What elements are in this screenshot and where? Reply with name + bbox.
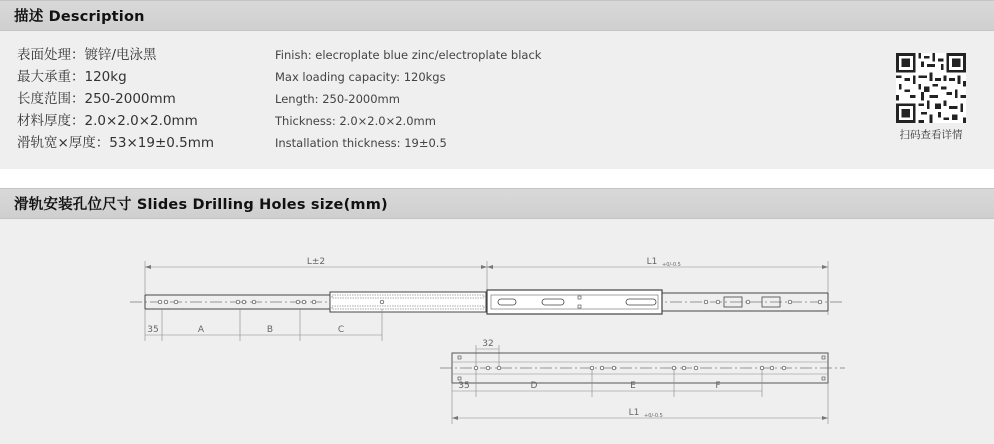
label-F: F xyxy=(715,381,721,391)
label-32: 32 xyxy=(482,339,494,349)
description-title: 描述 Description xyxy=(14,9,145,25)
qr-code-icon[interactable] xyxy=(896,53,966,123)
qr-caption: 扫码查看详情 xyxy=(899,129,963,141)
section-gap xyxy=(0,169,994,188)
label-C: C xyxy=(337,325,345,335)
label-D: D xyxy=(530,381,538,391)
spec-en-length: Length: 250-2000mm xyxy=(275,92,400,106)
spec-cn-length: 长度范围：250-2000mm xyxy=(17,91,176,107)
spec-cn-thickness: 材料厚度：2.0×2.0×2.0mm xyxy=(17,113,198,129)
top-slide-drawing xyxy=(130,257,845,341)
label-A: A xyxy=(197,325,205,335)
spec-en-capacity: Max loading capacity: 120kgs xyxy=(275,70,446,84)
label-L: L±2 xyxy=(306,257,326,267)
specs-chinese xyxy=(17,44,214,154)
drilling-header xyxy=(0,188,994,219)
label-L1-top-tol: +0/-0.5 xyxy=(662,262,681,268)
label-L1-top: L1 xyxy=(646,257,658,267)
label-L1-bottom: L1 xyxy=(628,408,640,418)
description-panel xyxy=(0,31,994,169)
drilling-title: 滑轨安装孔位尺寸 Slides Drilling Holes size(mm) xyxy=(14,197,388,213)
qr-block[interactable] xyxy=(888,53,974,142)
specs-english xyxy=(275,44,541,154)
spec-en-finish: Finish: elecroplate blue zinc/electroplate black xyxy=(275,48,542,62)
spec-en-installation: Installation thickness: 19±0.5 xyxy=(275,136,447,150)
description-header xyxy=(0,0,994,31)
label-B: B xyxy=(266,325,274,335)
slide-technical-drawing xyxy=(0,219,994,444)
drilling-drawing-panel xyxy=(0,219,994,444)
label-L1-bottom-tol: +0/-0.5 xyxy=(644,413,663,419)
label-35-top: 35 xyxy=(147,325,159,335)
spec-cn-installation: 滑轨宽×厚度：53×19±0.5mm xyxy=(17,135,215,151)
bottom-rail-drawing xyxy=(440,339,845,424)
spec-cn-finish: 表面处理：镀锌/电泳黑 xyxy=(17,47,157,63)
label-35-bottom: 35 xyxy=(458,381,470,391)
spec-cn-capacity: 最大承重：120kg xyxy=(17,69,127,85)
spec-en-thickness: Thickness: 2.0×2.0×2.0mm xyxy=(275,114,436,128)
label-E: E xyxy=(630,381,636,391)
